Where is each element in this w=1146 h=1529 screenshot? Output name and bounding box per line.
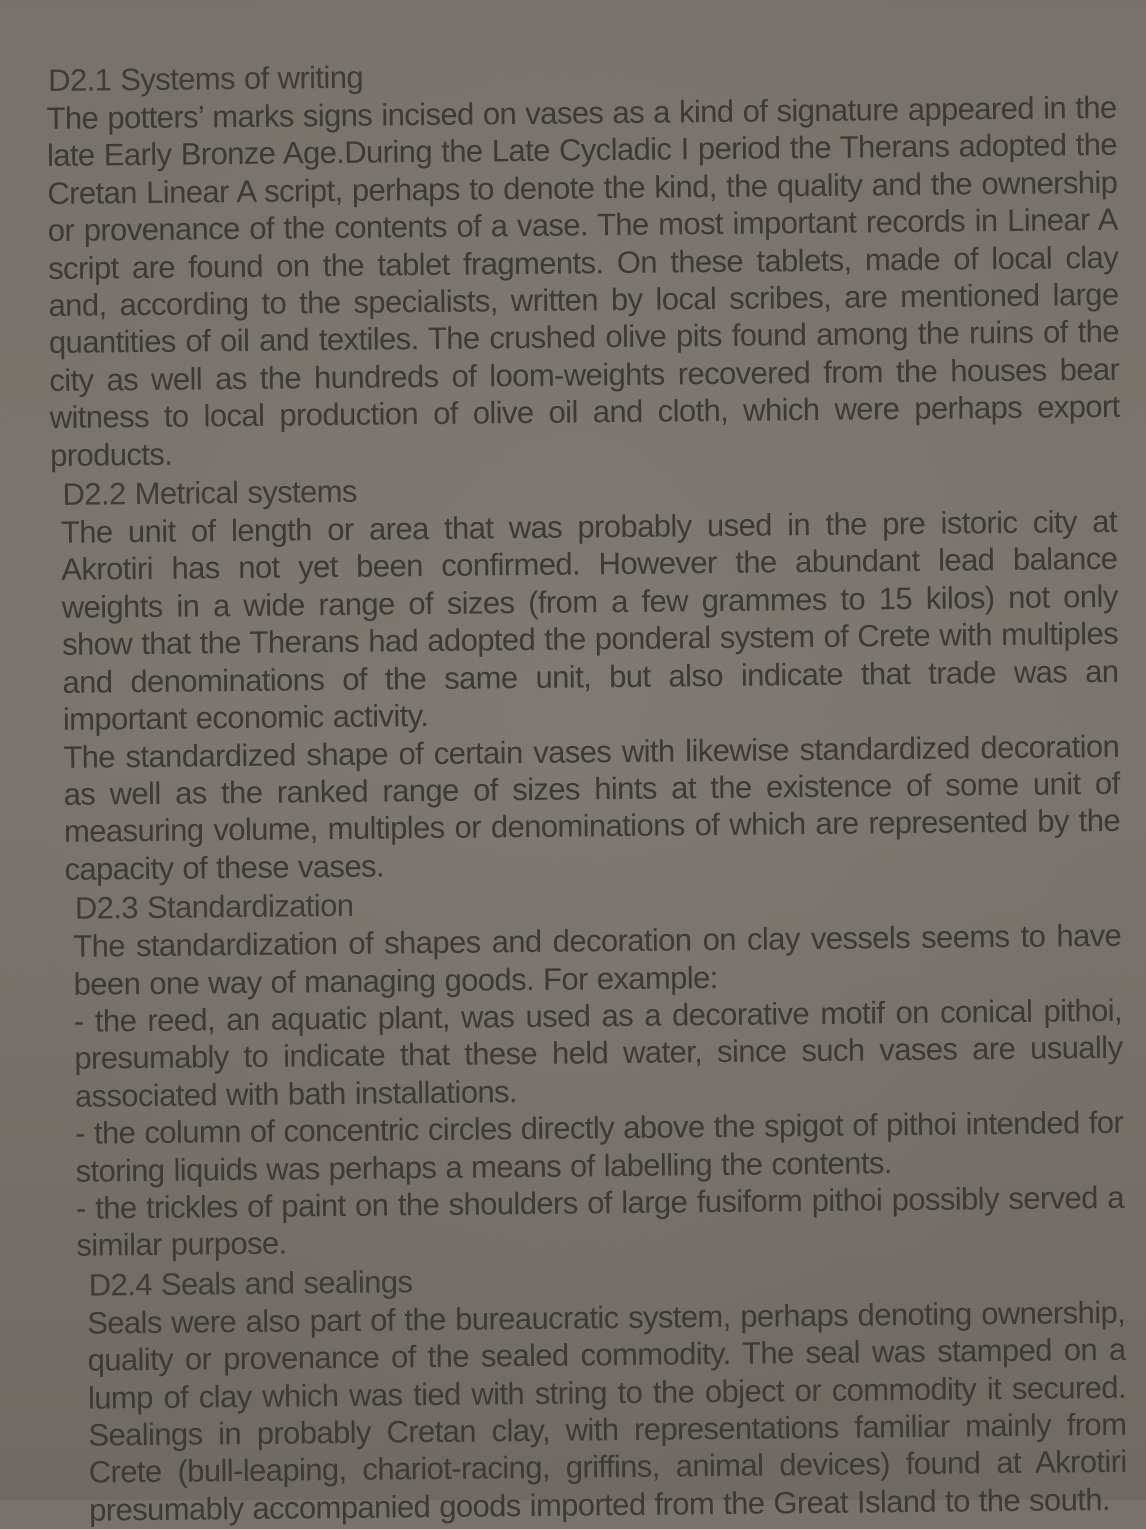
list-item: - the column of concentric circles directly above the spigot of pithoi intended for storing liquids was perhaps a means of labelling the contents. <box>75 1104 1124 1189</box>
section-seals-and-sealings <box>59 1256 1132 1529</box>
section-heading: D2.3 Standardization <box>74 887 354 926</box>
info-panel <box>46 51 1131 1529</box>
section-paragraph: The standardization of shapes and decoration on clay vessels seems to have been one way of managing goods. For example: <box>73 917 1122 1002</box>
section-paragraph: The standardized shape of certain vases with likewise standardized decoration as well as the ranked range of sizes hints at the existence of some unit of measuring volume, multiples or denominations of which are represented by the capacity of these vases. <box>63 728 1121 887</box>
section-heading: D2.4 Seals and sealings <box>88 1264 413 1303</box>
section-systems-of-writing <box>46 51 1120 474</box>
section-standardization <box>55 879 1129 1265</box>
section-paragraph: The unit of length or area that was probably used in the pre istoric city at Akrotiri has not yet been confirmed. However the abundant lead balance weights in a wide range of sizes (from a few grammes to 15 kilos) not only show that the Therans had adopted the ponderal system of Crete with multiples and denominations of the same unit, but also indicate that trade was an important economic activity. <box>60 503 1119 737</box>
section-heading: D2.1 Systems of writing <box>48 59 364 98</box>
section-heading: D2.2 Metrical systems <box>62 473 358 512</box>
section-paragraph: The potters’ marks signs incised on vases as a kind of signature appeared in the late Early Bronze Age.During the Late Cycladic I period the Therans adopted the Cretan Linear A script, perhaps to denote the kind, the quality and the ownership or provenance of the contents of a vase. The most important records in Linear A script are found on the tablet fragments. On these tablets, made of local clay and, according to the specialists, written by local scribes, are mentioned large quantities of oil and textiles. The crushed olive pits found among the ruins of the city as well as the hundreds of loom-weights recovered from the houses bear witness to local production of olive oil and cloth, which were perhaps export products. <box>46 89 1120 473</box>
section-paragraph: Seals were also part of the bureaucratic system, perhaps denoting ownership, quality or provenance of the sealed commodity. The seal was stamped on a lump of clay which was tied with string to the object or commodity it secured. Sealings in probably Cretan clay, with representations familiar mainly from Crete (bull-leaping, chariot-racing, griffins, animal devices) found at Akrotiri presumably accompanied goods imported from the Great Island to the south. <box>87 1294 1127 1528</box>
section-metrical-systems <box>50 465 1124 888</box>
list-item: - the trickles of paint on the shoulders of large fusiform pithoi possibly served a similar purpose. <box>75 1179 1125 1264</box>
list-item: - the reed, an aquatic plant, was used as a decorative motif on conical pithoi, presumably to indicate that these held water, since such vases are usually associated with bath installations. <box>73 992 1123 1114</box>
